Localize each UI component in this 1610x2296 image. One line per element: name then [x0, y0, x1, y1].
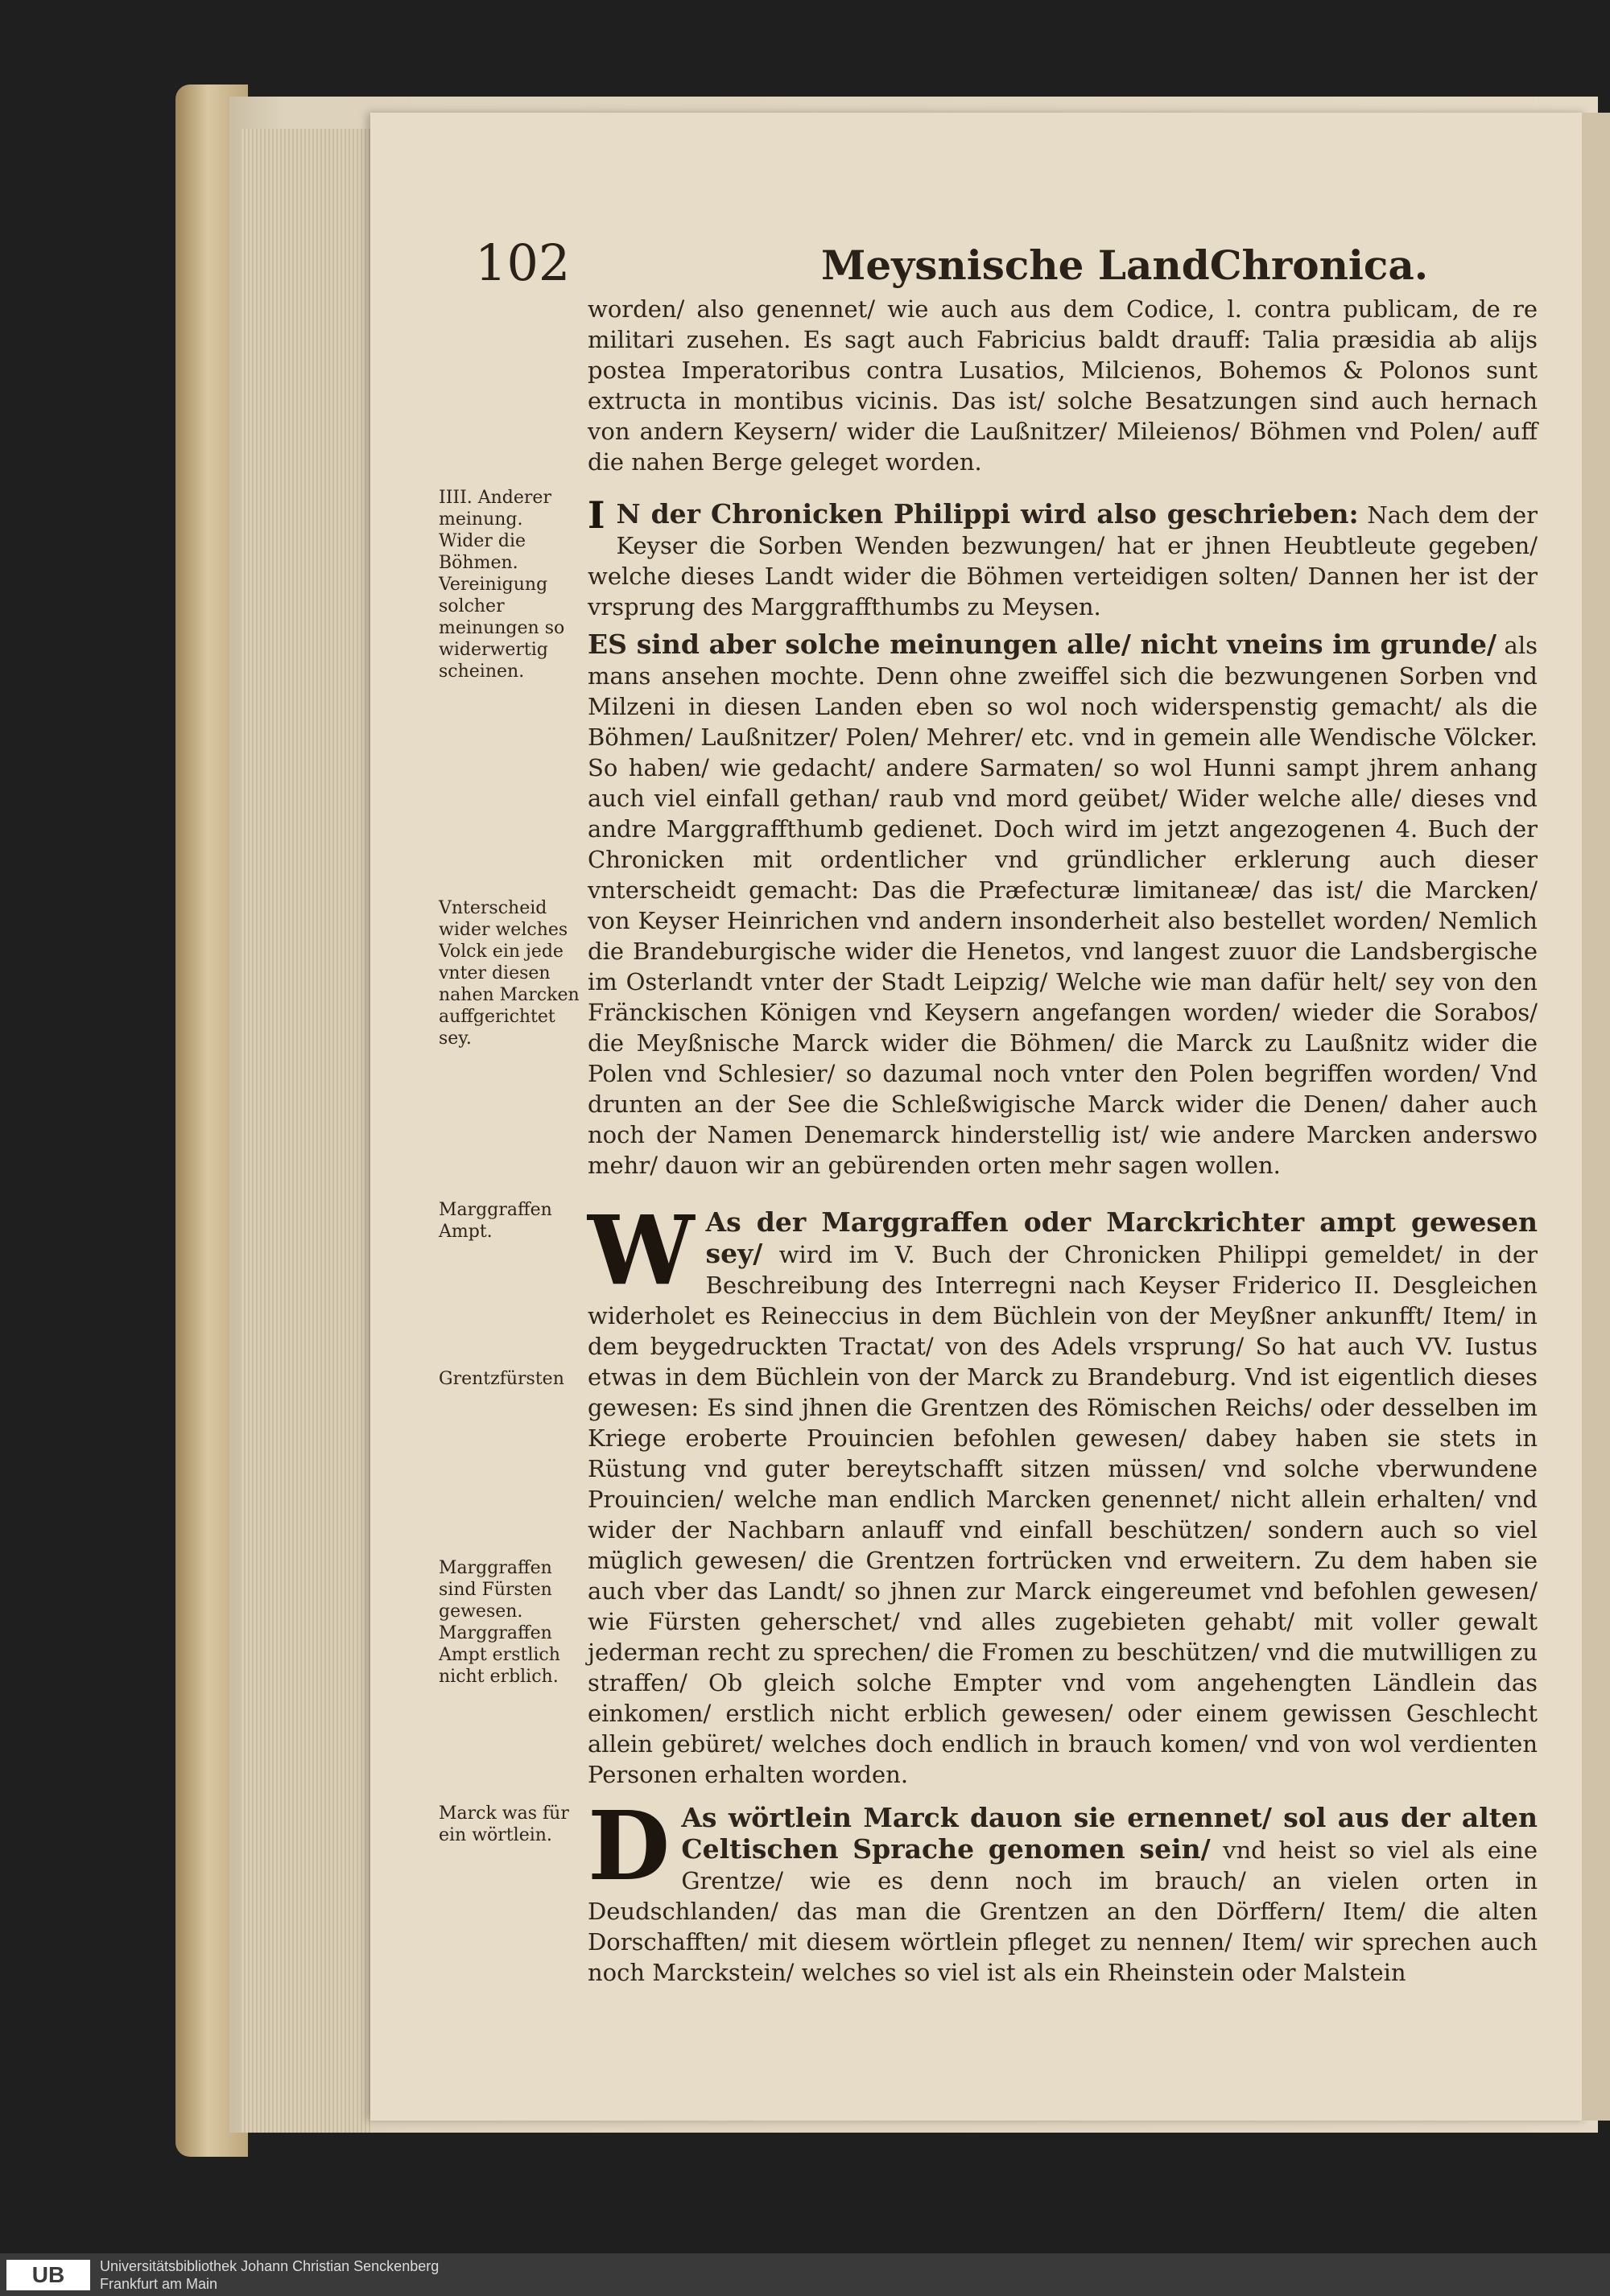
paragraph-4-lead: As der Marggraffen oder Marckrichter ampt gewesen sey/ [705, 1206, 1538, 1269]
paragraph-3-text: als mans ansehen mochte. Denn ohne zweiffel sich die bezwungenen Sorben vnd Milzeni in diesen Landen eben so wol noch widerspenstig gemacht/ als die Böhmen/ Laußnitzer/ Polen/ Mehrer/ etc. vnd in gemein alle Wendische Völcker. So haben/ wie gedacht/ andere Sarmaten/ so wol Hunni sampt jhrem anhang auch viel einfall gethan/ raub vnd mord geübet/ Wider welche alle/ dieses vnd andre Marggraffthumb gedienet. Doch wird im jetzt angezogenen 4. Buch der Chronicken mit ordentlicher vnd gründlicher erklerung auch dieser vnterscheidt gemacht: Das die Præfecturæ limitaneæ/ das ist/ die Marcken/ von Keyser Heinrichen vnd andern insonderheit also bestellet worden/ Nemlich die Brandeburgische wider die Henetos, vnd langest zuuor die Landsbergische im Osterlandt vnter der Stadt Leipzig/ Welche wie man dafür helt/ sey von den Fränckischen Königen vnd Keysern angefangen worden/ wieder die Sorabos/ die Meyßnische Marck wider die Böhmen/ die Marck zu Laußnitz wider die Polen vnd Schlesier/ so dazumal noch vnter den Polen begriffen worden/ Vnd drunten an der See die Schleßwigische Marck wider die Denen/ daher auch noch der Namen Denemarck hinderstellig ist/ wie andere Marcken anderswo mehr/ dauon wir an gebürenden orten mehr sagen wollen. [588, 632, 1538, 1179]
margin-note-5: Marggraffen sind Fürsten gewesen. Marggraffen Ampt erstlich nicht erblich. [439, 1558, 560, 1687]
library-footer [0, 2253, 1610, 2296]
paragraph-3-lead: ES sind aber solche meinungen alle/ nicht vneins im grunde/ [588, 629, 1497, 660]
library-location: Frankfurt am Main [100, 2276, 218, 2292]
drop-cap-i: I [588, 493, 605, 537]
page-number: 102 [475, 233, 571, 292]
paragraph-4 [588, 1194, 1538, 1790]
paragraph-1 [588, 294, 1538, 477]
paragraph-2-text: Nach dem der Keyser die Sorben Wenden bezwungen/ hat er jhnen Heubtleute gegeben/ welche dieses Landt wider die Böhmen verteidigen solten/ Dannen her ist der vrsprung des Marggraffthumbs zu Meysen. [588, 501, 1538, 620]
margin-note-4: Grentzfürsten [439, 1369, 564, 1389]
margin-note-2: Vnterscheid wider welches Volck ein jede vnter diesen nahen Marcken auffgerichtet sey. [439, 898, 580, 1049]
paragraph-2-lead: N der Chronicken Philippi wird also geschrieben: [616, 498, 1359, 530]
facing-page-strip [1582, 113, 1610, 2121]
margin-note-3: Marggraffen Ampt. [439, 1200, 552, 1242]
paragraph-1-text: worden/ also genennet/ wie auch aus dem Codice, l. contra publicam, de re militari zusehen. Es sagt auch Fabricius baldt drauff: Talia præsidia ab alijs postea Imperatoribus contra Lusatios, Milcienos, Bohemos & Polonos sunt extructa in montibus vicinis. Das ist/ solche Besatzungen sind auch hernach von andern Keysern/ wider die Laußnitzer/ Mileienos/ Böhmen vnd Polen/ auff die nahen Berge geleget worden. [588, 295, 1538, 476]
library-name: Universitätsbibliothek Johann Christian Senckenberg [100, 2258, 440, 2274]
margin-note-6: Marck was für ein wörtlein. [439, 1803, 569, 1845]
page-edges [242, 129, 370, 2133]
paragraph-4-text: wird im V. Buch der Chronicken Philippi gemeldet/ in der Beschreibung des Interregni nach Keyser Friderico II. Desgleichen widerholet es Reineccius in dem Büchlein von der Meyßner ankunfft/ Item/ in dem beygedruckten Tractat/ von des Adels vrsprung/ So hat auch VV. Iustus etwas in dem Büchlein von der Marck zu Brandeburg. Vnd ist eigentlich dieses gewesen: Es sind jhnen die Grentzen des Römischen Reichs/ oder desselben im Kriege eroberte Prouincien befohlen gewesen/ dabey haben sie stets in Rüstung vnd guter bereytschafft sitzen müssen/ vnd solche vberwundene Prouincien/ welche man endlich Marcken genennet/ nicht allein erhalten/ vnd wider der Nachbarn anlauff vnd einfall beschützen/ sondern auch so viel müglich gewesen/ die Grentzen fortrücken vnd erweitern. Zu dem haben sie auch vber das Landt/ so jhnen zur Marck eingereumet vnd befohlen gewesen/ wie Fürsten geherschet/ vnd alles zugebieten gehabt/ mit voller gewalt jederman recht zu sprechen/ die Fromen zu beschützen/ vnd die mutwilligen zu straffen/ Ob gleich solche Empter vnd vom angehengten Ländlein das einkomen/ erstlich nicht erblich gewesen/ oder einem gewissen Geschlecht allein gebüret/ welches doch endlich in brauch komen/ vnd von wol verdienten Personen erhalten worden. [588, 1241, 1538, 1788]
page-header [475, 233, 1538, 298]
paragraph-5-lead: As wörtlein Marck dauon sie ernennet/ sol aus der alten Celtischen Sprache genomen sein/ [681, 1802, 1538, 1865]
drop-cap-w: W [588, 1194, 695, 1306]
margin-note-1: IIII. Anderer meinung. Wider die Böhmen. Vereinigung solcher meinungen so widerwertig scheinen. [439, 488, 565, 682]
paragraph-5 [588, 1790, 1538, 1988]
ub-logo: UB [6, 2260, 90, 2290]
paragraph-2 [588, 493, 1538, 622]
running-title: Meysnische LandChronica. [821, 241, 1429, 289]
drop-cap-d: D [588, 1790, 671, 1902]
paragraph-3 [588, 629, 1538, 1181]
paragraph-5-text: vnd heist so viel als eine Grentze/ wie es denn noch im brauch/ an vielen orten in Deudschlanden/ das man die Grentzen an den Dörffern/ Item/ die alten Dorschafften/ mit diesem wörtlein pfleget zu nennen/ Item/ wir sprechen auch noch Marckstein/ welches so viel ist als ein Rheinstein oder Malstein [588, 1836, 1538, 1986]
